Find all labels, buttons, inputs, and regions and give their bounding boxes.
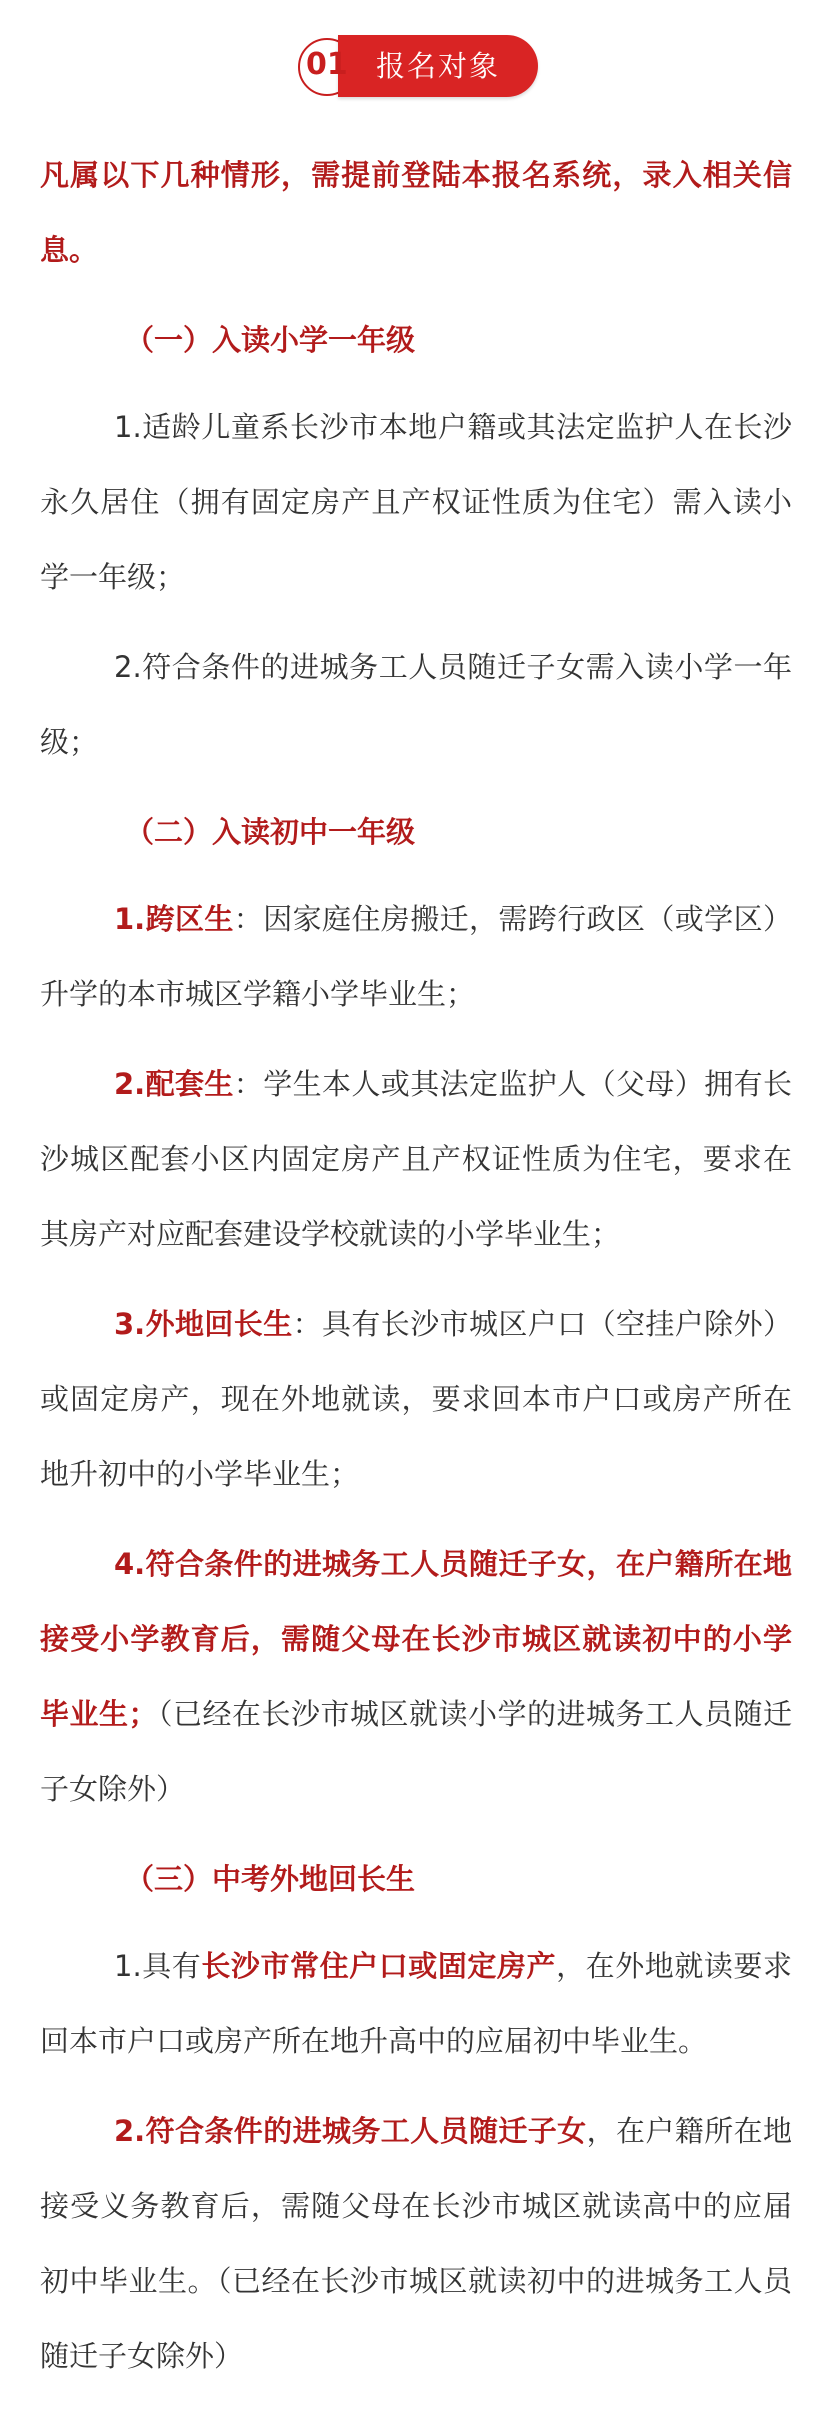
intro-text: 凡属以下几种情形，需提前登陆本报名系统，录入相关信息。 [40, 158, 792, 267]
senior-item-1 [40, 1929, 792, 2079]
primary-item-1: 1.适龄儿童系长沙市本地户籍或其法定监护人在长沙永久居住（拥有固定房产且产权证性质为住宅）需入读小学一年级； [40, 410, 792, 594]
senior-item-1-post: ，在外地就读要求回本市户口或房产所在地升高中的应届初中毕业生。 [40, 1949, 792, 2058]
section-heading-junior: （二）入读初中一年级 [125, 815, 416, 849]
junior-item-3-label: 3.外地回长生 [114, 1307, 293, 1341]
badge-number: 01 [306, 47, 348, 82]
senior-item-2 [40, 2094, 792, 2394]
section-badge [298, 30, 548, 100]
senior-item-2-emphasis: 2.符合条件的进城务工人员随迁子女 [114, 2114, 587, 2148]
junior-item-3 [40, 1287, 792, 1512]
junior-item-2-label: 2.配套生 [114, 1067, 234, 1101]
senior-item-2-post: ，在户籍所在地接受义务教育后，需随父母在长沙市城区就读高中的应届初中毕业生。（已经在长沙市城区就读初中的进城务工人员随迁子女除外） [40, 2114, 792, 2373]
section-heading-primary: （一）入读小学一年级 [125, 323, 416, 357]
junior-item-4-emphasis: 4.符合条件的进城务工人员随迁子女，在户籍所在地接受小学教育后，需随父母在长沙市城区就读初中的小学毕业生； [40, 1547, 792, 1731]
article-content [40, 138, 792, 2409]
junior-item-4-text: （已经在长沙市城区就读小学的进城务工人员随迁子女除外） [40, 1697, 792, 1806]
primary-item-2: 2.符合条件的进城务工人员随迁子女需入读小学一年级； [40, 650, 792, 759]
badge-label: 报名对象 [375, 49, 500, 83]
senior-item-1-pre: 1.具有 [114, 1949, 202, 1983]
junior-item-3-text: ：具有长沙市城区户口（空挂户除外）或固定房产，现在外地就读，要求回本市户口或房产所在地升初中的小学毕业生； [40, 1307, 792, 1491]
junior-item-1-text: ：因家庭住房搬迁，需跨行政区（或学区）升学的本市城区学籍小学毕业生； [40, 902, 792, 1011]
senior-item-1-emphasis: 长沙市常住户口或固定房产 [201, 1949, 557, 1983]
badge-label-box [338, 35, 538, 97]
section-heading-senior: （三）中考外地回长生 [125, 1862, 416, 1896]
junior-item-4 [40, 1527, 792, 1827]
junior-item-2-text: ：学生本人或其法定监护人（父母）拥有长沙城区配套小区内固定房产且产权证性质为住宅，要求在其房产对应配套建设学校就读的小学毕业生； [40, 1067, 792, 1251]
junior-item-1-label: 1.跨区生 [114, 902, 234, 936]
junior-item-2 [40, 1047, 792, 1272]
junior-item-1 [40, 882, 792, 1032]
